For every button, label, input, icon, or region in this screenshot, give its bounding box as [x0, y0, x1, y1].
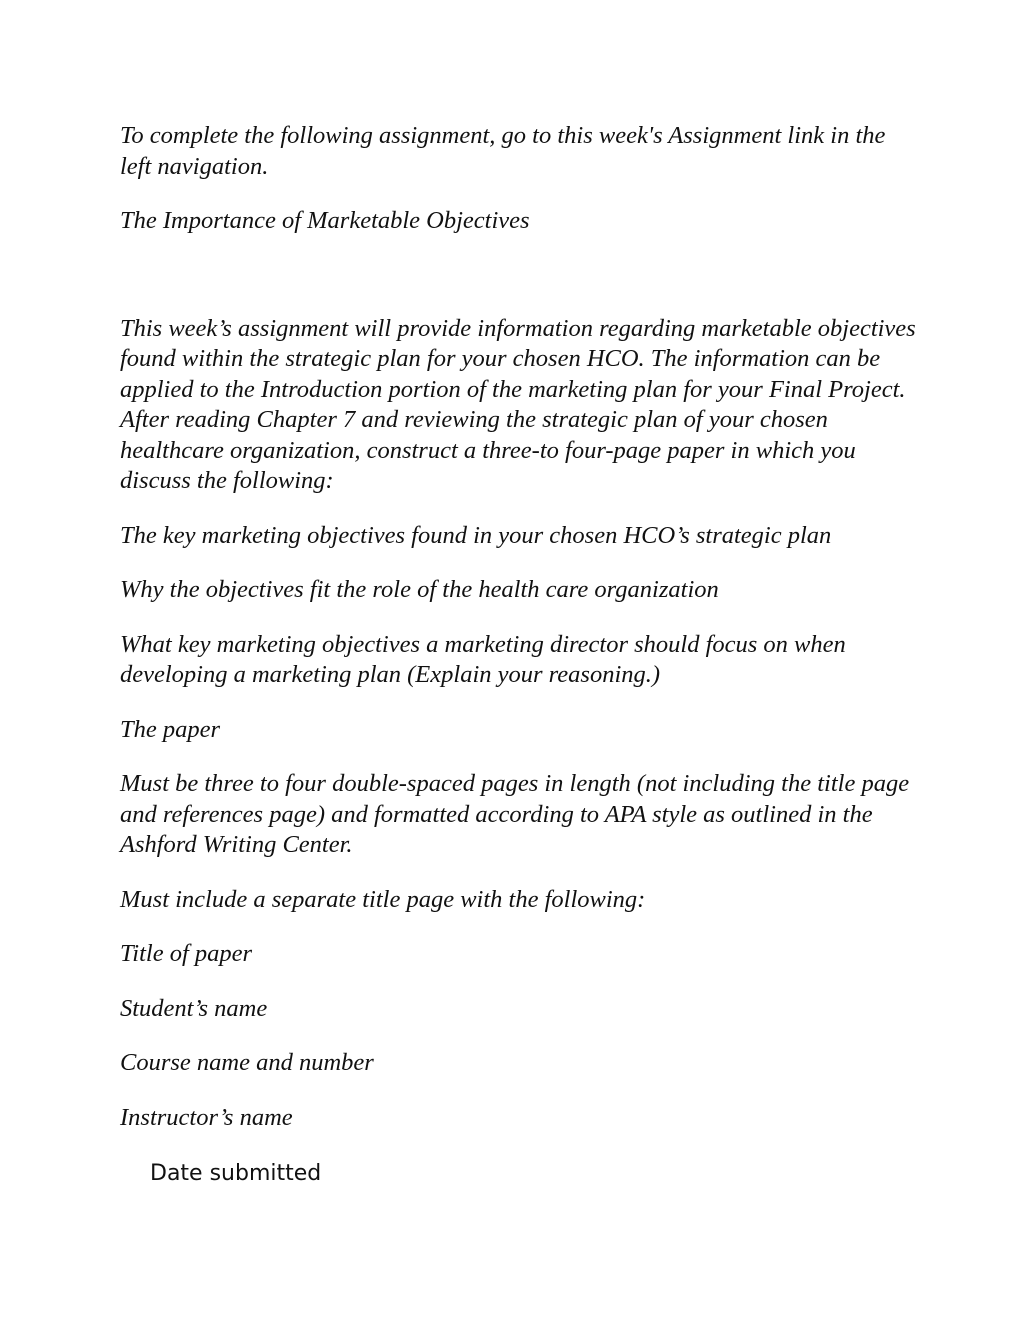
title-item: Title of paper: [120, 940, 253, 967]
title-item: Instructor’s name: [120, 1103, 293, 1131]
intro-paragraph: To complete the following assignment, go to this week's Assignment link in the left navigation.: [120, 122, 886, 180]
paper-length-requirement: Must be three to four double-spaced pages in length (not including the title page and references page) and formatted according to APA style as outlined in the Ashford Writing Center.: [120, 770, 910, 858]
assignment-description: This week’s assignment will provide information regarding marketable objectives found within the strategic plan for your chosen HCO. The information can be applied to the Introduction portion of the marketing plan for your Final Project. After reading Chapter 7 and reviewing the strategic plan of your chosen healthcare organization, construct a three-to four-page paper in which you discuss the following:: [120, 314, 916, 494]
title-item: Course name and number: [120, 1049, 374, 1076]
discussion-point-3: What key marketing objectives a marketing director should focus on when developing a marketing plan (Explain your reasoning.): [120, 630, 846, 688]
discussion-point-1: The key marketing objectives found in your chosen HCO’s strategic plan: [120, 521, 832, 549]
date-submitted-item: Date submitted: [150, 1161, 322, 1186]
title-page-requirement: Must include a separate title page with the following:: [120, 885, 646, 913]
paper-label: The paper: [120, 715, 221, 743]
document-body: [120, 121, 920, 1189]
title-item: Student’s name: [120, 994, 268, 1022]
discussion-point-2: Why the objectives fit the role of the health care organization: [120, 576, 719, 603]
assignment-heading: The Importance of Marketable Objectives: [120, 207, 530, 234]
